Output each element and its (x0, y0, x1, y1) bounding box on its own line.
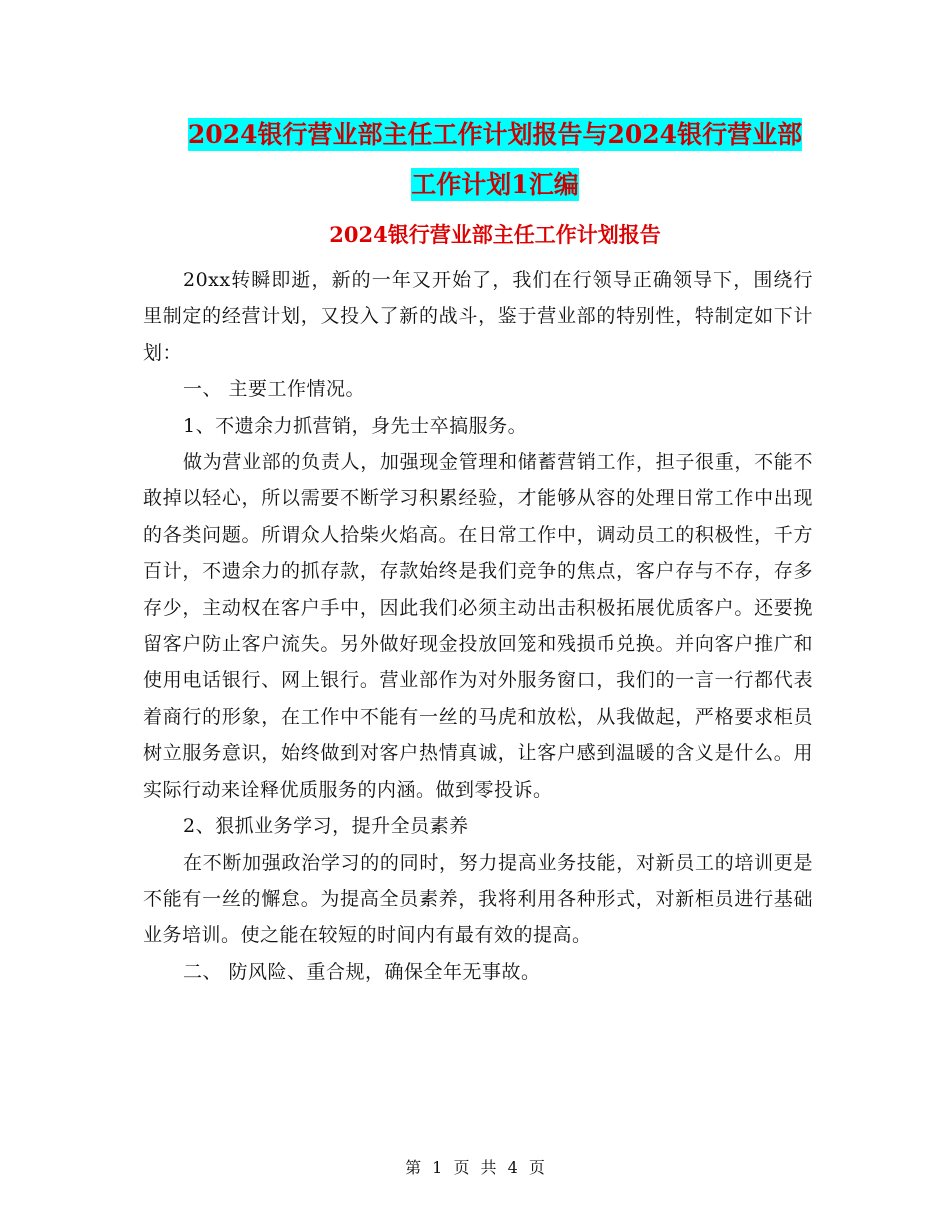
document-title-line-2: 工作计划1汇编 (411, 170, 579, 199)
paragraph-marketing: 做为营业部的负责人，加强现金管理和储蓄营销工作，担子很重，不能不敢掉以轻心，所以需要不断学习积累经验，才能够从容的处理日常工作中出现的各类问题。所谓众人拾柴火焰高。在日常工作中，调动员工的积极性，千方百计，不遗余力的抓存款，存款始终是我们竞争的焦点，客户存与不存，存多存少，主动权在客户手中，因此我们必须主动出击积极拓展优质客户。还要挽留客户防止客户流失。另外做好现金投放回笼和残损币兑换。并向客户推广和使用电话银行、网上银行。营业部作为对外服务窗口，我们的一言一行都代表着商行的形象，在工作中不能有一丝的马虎和放松，从我做起，严格要求柜员树立服务意识，始终做到对客户热情真诚，让客户感到温暖的含义是什么。用实际行动来诠释优质服务的内涵。做到零投诉。 (143, 451, 813, 801)
page-footer: 第 1 页 共 4 页 (405, 1158, 545, 1177)
heading-main-work: 一、 主要工作情况。 (183, 378, 366, 401)
document-title-line-1: 2024银行营业部主任工作计划报告与2024银行营业部 (187, 120, 803, 149)
heading-risk: 二、 防风险、重合规，确保全年无事故。 (183, 960, 541, 983)
document-body (143, 262, 813, 990)
paragraph-training: 在不断加强政治学习的的同时，努力提高业务技能，对新员工的培训更是不能有一丝的懈怠。为提高全员素养，我将利用各种形式，对新柜员进行基础业务培训。使之能在较短的时间内有最有效的提高。 (143, 851, 813, 947)
section-title: 2024银行营业部主任工作计划报告 (329, 222, 661, 247)
document-title (140, 110, 850, 210)
subheading-marketing: 1、不遗余力抓营销，身先士卒搞服务。 (183, 414, 528, 437)
subheading-training: 2、狠抓业务学习，提升全员素养 (183, 815, 469, 838)
paragraph-intro: 20xx转瞬即逝，新的一年又开始了，我们在行领导正确领导下，围绕行里制定的经营计划，又投入了新的战斗，鉴于营业部的特别性，特制定如下计划： (143, 269, 813, 364)
